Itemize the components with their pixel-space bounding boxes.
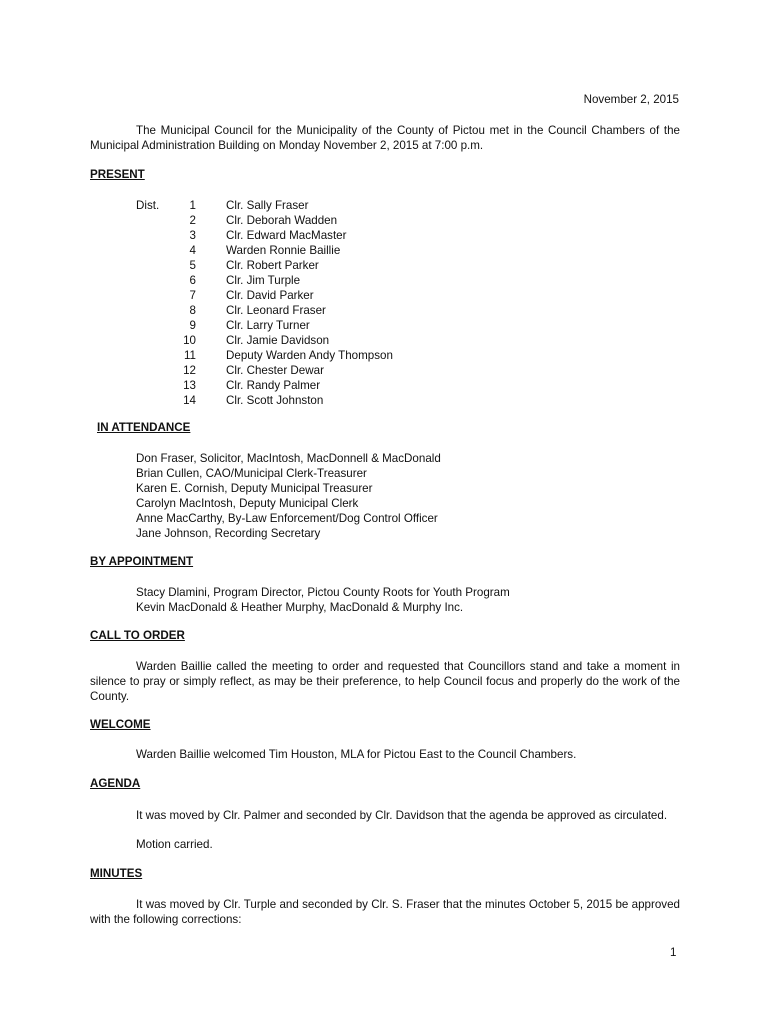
district-number: 14 xyxy=(183,394,196,407)
member-name: Clr. Chester Dewar xyxy=(226,364,324,377)
member-name: Clr. Jamie Davidson xyxy=(226,334,330,347)
member-name: Clr. Randy Palmer xyxy=(226,379,321,392)
agenda-motion-result: Motion carried. xyxy=(136,838,213,851)
member-name: Clr. Leonard Fraser xyxy=(226,304,326,317)
agenda-heading: AGENDA xyxy=(90,777,141,790)
list-item: Don Fraser, Solicitor, MacIntosh, MacDonnell & MacDonald xyxy=(136,452,441,465)
in-attendance-heading: IN ATTENDANCE xyxy=(97,421,191,434)
district-number: 7 xyxy=(189,289,196,302)
list-item: Karen E. Cornish, Deputy Municipal Treasurer xyxy=(136,482,373,495)
present-heading: PRESENT xyxy=(90,168,145,181)
district-number: 4 xyxy=(189,244,196,257)
member-name: Clr. Scott Johnston xyxy=(226,394,324,407)
member-name: Clr. David Parker xyxy=(226,289,314,302)
list-item: Stacy Dlamini, Program Director, Pictou County Roots for Youth Program xyxy=(136,586,510,599)
member-name: Deputy Warden Andy Thompson xyxy=(226,349,393,362)
call-to-order-heading: CALL TO ORDER xyxy=(90,629,185,642)
district-number: 11 xyxy=(183,349,196,362)
member-name: Clr. Deborah Wadden xyxy=(226,214,338,227)
minutes-heading: MINUTES xyxy=(90,867,143,880)
intro-paragraph: The Municipal Council for the Municipality of the County of Pictou met in the Council Chambers of the Municipal Administration Building on Monday November 2, 2015 at 7:00 p.m. xyxy=(90,124,680,152)
list-item: Kevin MacDonald & Heather Murphy, MacDonald & Murphy Inc. xyxy=(136,601,464,614)
meeting-date: November 2, 2015 xyxy=(583,93,679,106)
list-item: Jane Johnson, Recording Secretary xyxy=(136,527,321,540)
list-item: Carolyn MacIntosh, Deputy Municipal Clerk xyxy=(136,497,359,510)
district-number: 2 xyxy=(189,214,196,227)
page-number: 1 xyxy=(670,946,677,959)
district-number: 1 xyxy=(189,199,196,212)
call-to-order-paragraph: Warden Baillie called the meeting to order and requested that Councillors stand and take a moment in silence to pray or simply reflect, as may be their preference, to help Council focus and properly do the work of the County. xyxy=(90,660,680,703)
list-item: Anne MacCarthy, By-Law Enforcement/Dog Control Officer xyxy=(136,512,438,525)
district-number: 12 xyxy=(183,364,196,377)
member-name: Clr. Larry Turner xyxy=(226,319,310,332)
member-name: Warden Ronnie Baillie xyxy=(226,244,341,257)
welcome-heading: WELCOME xyxy=(90,718,151,731)
district-number: 10 xyxy=(183,334,196,347)
district-number: 9 xyxy=(189,319,196,332)
dist-label: Dist. xyxy=(136,199,160,212)
member-name: Clr. Robert Parker xyxy=(226,259,319,272)
welcome-paragraph: Warden Baillie welcomed Tim Houston, MLA for Pictou East to the Council Chambers. xyxy=(136,748,577,761)
district-number: 8 xyxy=(189,304,196,317)
list-item: Brian Cullen, CAO/Municipal Clerk-Treasurer xyxy=(136,467,367,480)
member-name: Clr. Jim Turple xyxy=(226,274,301,287)
district-number: 5 xyxy=(189,259,196,272)
district-number: 3 xyxy=(189,229,196,242)
member-name: Clr. Edward MacMaster xyxy=(226,229,347,242)
by-appointment-heading: BY APPOINTMENT xyxy=(90,555,194,568)
minutes-paragraph: It was moved by Clr. Turple and seconded by Clr. S. Fraser that the minutes October 5, 2015 be approved with the following corrections: xyxy=(90,898,680,926)
agenda-paragraph: It was moved by Clr. Palmer and seconded by Clr. Davidson that the agenda be approved as circulated. xyxy=(136,809,668,822)
member-name: Clr. Sally Fraser xyxy=(226,199,309,212)
district-number: 13 xyxy=(183,379,196,392)
district-number: 6 xyxy=(189,274,196,287)
